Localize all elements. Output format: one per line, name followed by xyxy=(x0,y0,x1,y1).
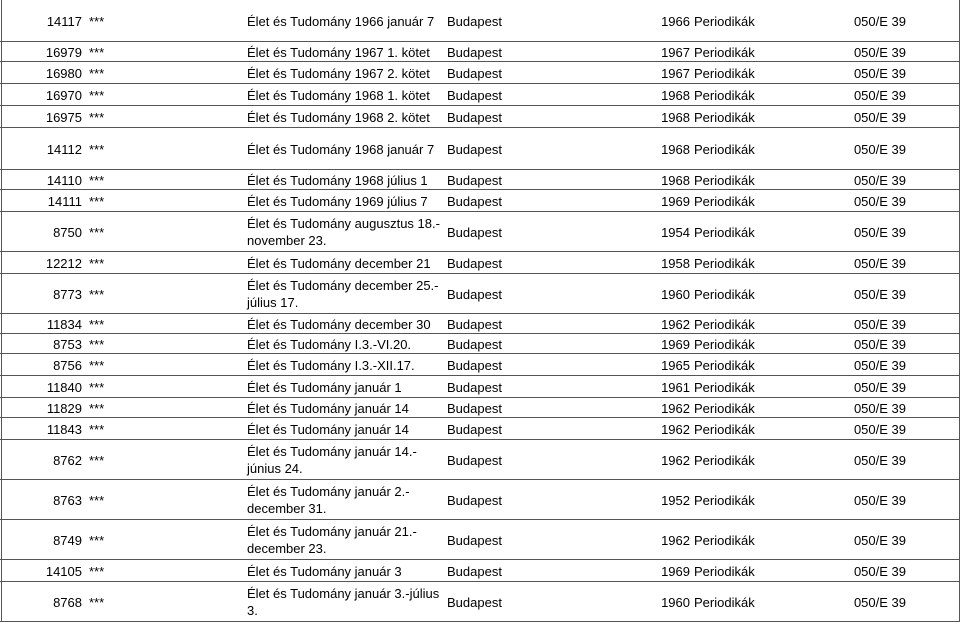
row-year: 1968 xyxy=(661,87,690,103)
row-year: 1969 xyxy=(661,193,690,209)
row-signature: 050/E 39 xyxy=(853,400,906,416)
row-place: Budapest xyxy=(447,224,502,240)
row-year: 1962 xyxy=(661,316,690,332)
row-signature: 050/E 39 xyxy=(853,452,906,468)
row-type: Periodikák xyxy=(694,532,755,548)
row-signature: 050/E 39 xyxy=(853,532,906,548)
row-author: *** xyxy=(89,316,105,332)
row-place: Budapest xyxy=(447,594,502,610)
row-type: Periodikák xyxy=(694,421,755,437)
row-author: *** xyxy=(89,421,105,437)
row-title: Élet és Tudomány január 3 xyxy=(247,563,402,579)
table-row xyxy=(0,560,960,582)
row-year: 1968 xyxy=(661,141,690,157)
row-type: Periodikák xyxy=(694,141,755,157)
row-title: Élet és Tudomány 1966 január 7 xyxy=(247,13,435,29)
table-row xyxy=(0,334,960,354)
row-year: 1962 xyxy=(661,532,690,548)
row-type: Periodikák xyxy=(694,255,755,271)
row-author: *** xyxy=(89,44,105,60)
row-place: Budapest xyxy=(447,379,502,395)
row-place: Budapest xyxy=(447,357,502,373)
row-id: 11834 xyxy=(46,316,82,332)
row-signature: 050/E 39 xyxy=(853,172,906,188)
row-signature: 050/E 39 xyxy=(853,492,906,508)
row-author: *** xyxy=(89,286,105,302)
row-author: *** xyxy=(89,400,105,416)
row-title: Élet és Tudomány 1967 1. kötet xyxy=(247,44,430,60)
row-signature: 050/E 39 xyxy=(853,255,906,271)
row-title: Élet és Tudomány 1968 2. kötet xyxy=(247,109,430,125)
row-title: Élet és Tudomány december 25.-július 17. xyxy=(247,278,439,310)
row-type: Periodikák xyxy=(694,172,755,188)
row-title: Élet és Tudomány I.3.-VI.20. xyxy=(247,336,412,352)
row-title: Élet és Tudomány január 14 xyxy=(247,400,409,416)
row-id: 8773 xyxy=(53,286,82,302)
row-title: Élet és Tudomány január 1 xyxy=(247,379,402,395)
row-place: Budapest xyxy=(447,336,502,352)
row-author: *** xyxy=(89,87,105,103)
row-title: Élet és Tudomány január 3.-július 3. xyxy=(247,586,440,618)
row-signature: 050/E 39 xyxy=(853,563,906,579)
row-place: Budapest xyxy=(447,65,502,81)
row-id: 8756 xyxy=(53,357,82,373)
table-row xyxy=(0,418,960,440)
row-author: *** xyxy=(89,13,105,29)
row-year: 1967 xyxy=(661,44,690,60)
row-id: 8750 xyxy=(53,224,82,240)
row-author: *** xyxy=(89,109,105,125)
row-author: *** xyxy=(89,141,105,157)
row-author: *** xyxy=(89,452,105,468)
row-author: *** xyxy=(89,594,105,610)
row-place: Budapest xyxy=(447,316,502,332)
row-author: *** xyxy=(89,255,105,271)
table-row xyxy=(0,354,960,376)
row-signature: 050/E 39 xyxy=(853,594,906,610)
row-author: *** xyxy=(89,193,105,209)
row-type: Periodikák xyxy=(694,87,755,103)
row-type: Periodikák xyxy=(694,563,755,579)
row-id: 8753 xyxy=(53,336,82,352)
row-place: Budapest xyxy=(447,141,502,157)
row-title: Élet és Tudomány 1969 július 7 xyxy=(247,193,428,209)
row-type: Periodikák xyxy=(694,316,755,332)
table-row xyxy=(0,128,960,170)
row-signature: 050/E 39 xyxy=(853,286,906,302)
row-place: Budapest xyxy=(447,492,502,508)
row-author: *** xyxy=(89,379,105,395)
row-type: Periodikák xyxy=(694,193,755,209)
row-year: 1960 xyxy=(661,286,690,302)
row-title: Élet és Tudomány augusztus 18.-november 23. xyxy=(247,216,440,248)
row-place: Budapest xyxy=(447,452,502,468)
row-title: Élet és Tudomány 1968 1. kötet xyxy=(247,87,430,103)
row-signature: 050/E 39 xyxy=(853,44,906,60)
row-id: 16980 xyxy=(45,65,82,81)
row-year: 1966 xyxy=(661,13,690,29)
row-place: Budapest xyxy=(447,286,502,302)
row-id: 16970 xyxy=(45,87,82,103)
row-year: 1954 xyxy=(661,224,690,240)
row-author: *** xyxy=(89,563,105,579)
row-author: *** xyxy=(89,65,105,81)
row-signature: 050/E 39 xyxy=(853,357,906,373)
row-type: Periodikák xyxy=(694,13,755,29)
table-row xyxy=(0,212,960,252)
row-signature: 050/E 39 xyxy=(853,141,906,157)
row-year: 1952 xyxy=(661,492,690,508)
row-type: Periodikák xyxy=(694,492,755,508)
row-type: Periodikák xyxy=(694,224,755,240)
row-id: 14110 xyxy=(46,172,82,188)
row-type: Periodikák xyxy=(694,452,755,468)
table-row xyxy=(0,42,960,62)
table-row xyxy=(0,314,960,334)
row-signature: 050/E 39 xyxy=(853,65,906,81)
row-year: 1969 xyxy=(661,336,690,352)
row-signature: 050/E 39 xyxy=(853,421,906,437)
row-year: 1962 xyxy=(661,400,690,416)
row-signature: 050/E 39 xyxy=(853,87,906,103)
row-id: 8749 xyxy=(53,532,82,548)
table-row xyxy=(0,170,960,190)
row-title: Élet és Tudomány I.3.-XII.17. xyxy=(247,357,415,373)
row-place: Budapest xyxy=(447,400,502,416)
row-title: Élet és Tudomány 1967 2. kötet xyxy=(247,65,430,81)
table-row xyxy=(0,480,960,520)
row-place: Budapest xyxy=(447,255,502,271)
row-id: 14112 xyxy=(46,141,82,157)
row-year: 1968 xyxy=(661,109,690,125)
row-year: 1967 xyxy=(661,65,690,81)
row-place: Budapest xyxy=(447,193,502,209)
row-title: Élet és Tudomány 1968 július 1 xyxy=(247,172,428,188)
table-row xyxy=(0,252,960,274)
row-author: *** xyxy=(89,336,105,352)
row-title: Élet és Tudomány 1968 január 7 xyxy=(247,141,435,157)
row-title: Élet és Tudomány január 21.-december 23. xyxy=(247,524,417,556)
row-id: 8763 xyxy=(53,492,82,508)
row-place: Budapest xyxy=(447,13,502,29)
row-id: 14117 xyxy=(46,13,82,29)
row-place: Budapest xyxy=(447,172,502,188)
table-row xyxy=(0,376,960,398)
row-year: 1961 xyxy=(661,379,690,395)
row-type: Periodikák xyxy=(694,109,755,125)
row-type: Periodikák xyxy=(694,286,755,302)
row-type: Periodikák xyxy=(694,379,755,395)
row-signature: 050/E 39 xyxy=(853,336,906,352)
table-border xyxy=(1,0,2,622)
row-id: 16975 xyxy=(45,109,82,125)
row-title: Élet és Tudomány január 2.-december 31. xyxy=(247,484,410,516)
table-row xyxy=(0,274,960,314)
table-row xyxy=(0,84,960,106)
row-author: *** xyxy=(89,172,105,188)
row-place: Budapest xyxy=(447,44,502,60)
row-place: Budapest xyxy=(447,563,502,579)
row-year: 1969 xyxy=(661,563,690,579)
row-year: 1965 xyxy=(661,357,690,373)
row-title: Élet és Tudomány január 14 xyxy=(247,421,409,437)
row-id: 14111 xyxy=(47,193,82,209)
table-row xyxy=(0,582,960,622)
table-row xyxy=(0,398,960,418)
row-title: Élet és Tudomány december 21 xyxy=(247,255,431,271)
row-type: Periodikák xyxy=(694,44,755,60)
table-row xyxy=(0,62,960,84)
row-author: *** xyxy=(89,532,105,548)
row-year: 1958 xyxy=(661,255,690,271)
row-title: Élet és Tudomány december 30 xyxy=(247,316,431,332)
row-signature: 050/E 39 xyxy=(853,193,906,209)
row-type: Periodikák xyxy=(694,594,755,610)
row-id: 11840 xyxy=(46,379,82,395)
row-place: Budapest xyxy=(447,109,502,125)
row-type: Periodikák xyxy=(694,400,755,416)
row-signature: 050/E 39 xyxy=(853,13,906,29)
row-author: *** xyxy=(89,224,105,240)
row-id: 11829 xyxy=(46,400,82,416)
row-type: Periodikák xyxy=(694,336,755,352)
row-place: Budapest xyxy=(447,421,502,437)
table-row xyxy=(0,440,960,480)
row-signature: 050/E 39 xyxy=(853,379,906,395)
row-id: 16979 xyxy=(45,44,82,60)
row-title: Élet és Tudomány január 14.-június 24. xyxy=(247,444,417,476)
table-row xyxy=(0,190,960,212)
row-year: 1960 xyxy=(661,594,690,610)
row-author: *** xyxy=(89,492,105,508)
row-author: *** xyxy=(89,357,105,373)
row-signature: 050/E 39 xyxy=(853,109,906,125)
row-year: 1968 xyxy=(661,172,690,188)
row-id: 14105 xyxy=(45,563,82,579)
row-signature: 050/E 39 xyxy=(853,316,906,332)
table-row xyxy=(0,520,960,560)
table-row xyxy=(0,106,960,128)
row-place: Budapest xyxy=(447,87,502,103)
row-place: Budapest xyxy=(447,532,502,548)
row-id: 8768 xyxy=(53,594,82,610)
row-id: 11843 xyxy=(46,421,82,437)
row-id: 12212 xyxy=(45,255,82,271)
table-row xyxy=(0,0,960,42)
row-signature: 050/E 39 xyxy=(853,224,906,240)
row-type: Periodikák xyxy=(694,357,755,373)
row-year: 1962 xyxy=(661,452,690,468)
row-year: 1962 xyxy=(661,421,690,437)
row-id: 8762 xyxy=(53,452,82,468)
row-type: Periodikák xyxy=(694,65,755,81)
